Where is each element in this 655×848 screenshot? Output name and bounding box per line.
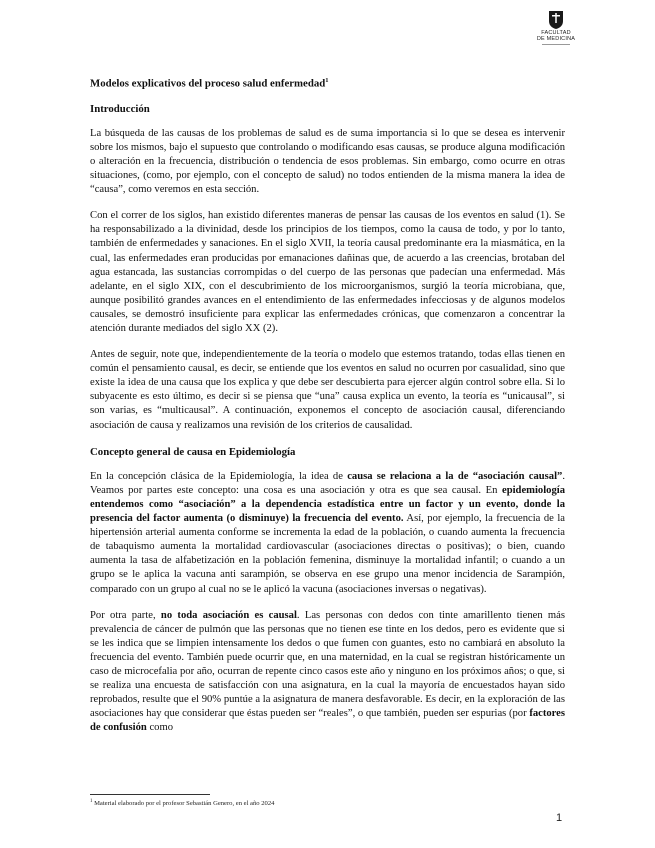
university-crest-icon: [548, 10, 564, 30]
text-run: . Veamos por partes este concepto: una cosa es una asociación y otra es que sea causal. En: [90, 470, 565, 496]
paragraph: [90, 470, 565, 597]
text-run: Por otra parte,: [90, 609, 161, 621]
document-body: [90, 74, 565, 747]
paragraph: La búsqueda de las causas de los problemas de salud es de suma importancia si lo que se desea es intervenir sobre los mismos, bajo el supuesto que controlando o modificando esas causas, se produce alguna modificación o alteración en la frecuencia, distribución o tendencia de esos problemas. Sin embargo, como ocurre en otras situaciones, (como, por ejemplo, con el concepto de salud) no todos entienden de la misma manera la idea de “causa”, como veremos en esta sección.: [90, 127, 565, 196]
text-run: . Las personas con dedos con tinte amarillento tienen más prevalencia de cáncer de pulmón que las personas que no tienen ese tinte en los dedos, pero es evidente que si se les indica que se limpien intensamente los dedos o que fumen con guantes, esto no cambiará en absoluto la frecuencia del evento. También puede ocurrir que, en una maternidad, en la cual se registran históricamente un caso de microcefalia por año, ocurran de repente cinco casos este año y ninguno en los próximos años; o que, si se realiza una encuesta de satisfacción con una asignatura, en la cual la mayoría de encuestados hayan sido reprobados, resulte que el 90% puntúe a la asignatura de manera desfavorable. Es decir, en la exploración de las asociaciones hay que considerar que éstas pueden ser “reales”, o que también, pueden ser espurias (por: [90, 609, 565, 720]
text-run: En la concepción clásica de la Epidemiología, la idea de: [90, 470, 348, 482]
document-title: [90, 74, 565, 91]
faculty-logo: [532, 10, 580, 62]
title-footnote-ref: 1: [325, 77, 329, 84]
logo-line-2: DE MEDICINA: [536, 36, 576, 42]
paragraph: [90, 609, 565, 736]
bold-text: no toda asociación es causal: [160, 609, 297, 621]
footnote: [90, 799, 274, 807]
logo-line-1: FACULTAD: [541, 30, 571, 36]
footnote-text: Material elaborado por el profesor Sebastián Genero, en el año 2024: [94, 800, 275, 808]
text-run: como: [146, 722, 173, 734]
footnote-marker: 1: [90, 799, 93, 804]
section-heading-concepto: Concepto general de causa en Epidemiología: [90, 445, 296, 458]
text-run: Así, por ejemplo, la frecuencia de la hipertensión arterial aumenta conforme se incrementa la edad de la población, o cuando aumenta la frecuencia de tabaquismo aumenta la mortalidad cardiovascular (asociaciones directas o positivas); o bien, cuando aumenta la tasa de alfabetización en la población femenina, disminuye la mortalidad infantil; o cuando a un grupo se le aplica la vacuna anti sarampión, se observa en ese grupo una menor incidencia de Sarampión, comparado con un grupo al cual no se le aplicó la vacuna (asociaciones inversas o negativas).: [90, 513, 565, 595]
bold-text: factores de confusión: [90, 708, 565, 734]
paragraph: Con el correr de los siglos, han existido diferentes maneras de pensar las causas de los eventos en salud (1). Se ha responsabilizado a la divinidad, desde los principios de los tiempos, como la causa de todo, y por lo tanto, también de enfermedades y sanaciones. En el siglo XVII, la teoría causal predominante era la miasmática, en la cual, las enfermedades eran producidas por emanaciones dañinas que, de acuerdo a las creencias, brotaban del agua estancada, las sustancias corrompidas o del cuerpo de las personas que padecían una enfermedad. Más adelante, en el siglo XIX, con el descubrimiento de los microorganismos, surgió la teoría microbiana, que, aunque posibilitó grandes avances en el entendimiento de las enfermedades infecciosas y de algunos modelos causales, se demostró insuficiente para explicar las enfermedades crónicas, que comenzaron a concentrar la atención durante mediados del siglo XX (2).: [90, 210, 565, 334]
document-title-text: Modelos explicativos del proceso salud enfermedad: [90, 77, 326, 90]
footnote-separator: [90, 794, 210, 795]
bold-text: epidemiología entendemos como “asociación” a la dependencia estadística entre un factor y un evento, donde la presencia del factor aumenta (o disminuye) la frecuencia del evento.: [90, 484, 565, 525]
paragraph: Antes de seguir, note que, independientemente de la teoría o modelo que estemos tratando, todas ellas tienen en común el pensamiento causal, es decir, se entiende que los eventos en salud no ocurren por casualidad, sino que existe la idea de una causa que los explica y que debe ser descubierta para ejercer algún control sobre ella. Si lo subyacente es esto último, es decir si se piensa que “una” causa explica un evento, la teoría es “unicausal”, si son varias, es “multicausal”. A continuación, exponemos el concepto de asociación causal, diferenciando asociación de causa y realizamos una revisión de los criterios de causalidad.: [90, 349, 565, 431]
page-number: 1: [556, 812, 563, 824]
section-heading-introduccion: Introducción: [90, 102, 150, 115]
bold-text: causa se relaciona a la de “asociación causal”: [347, 470, 563, 482]
logo-divider: [542, 44, 570, 45]
